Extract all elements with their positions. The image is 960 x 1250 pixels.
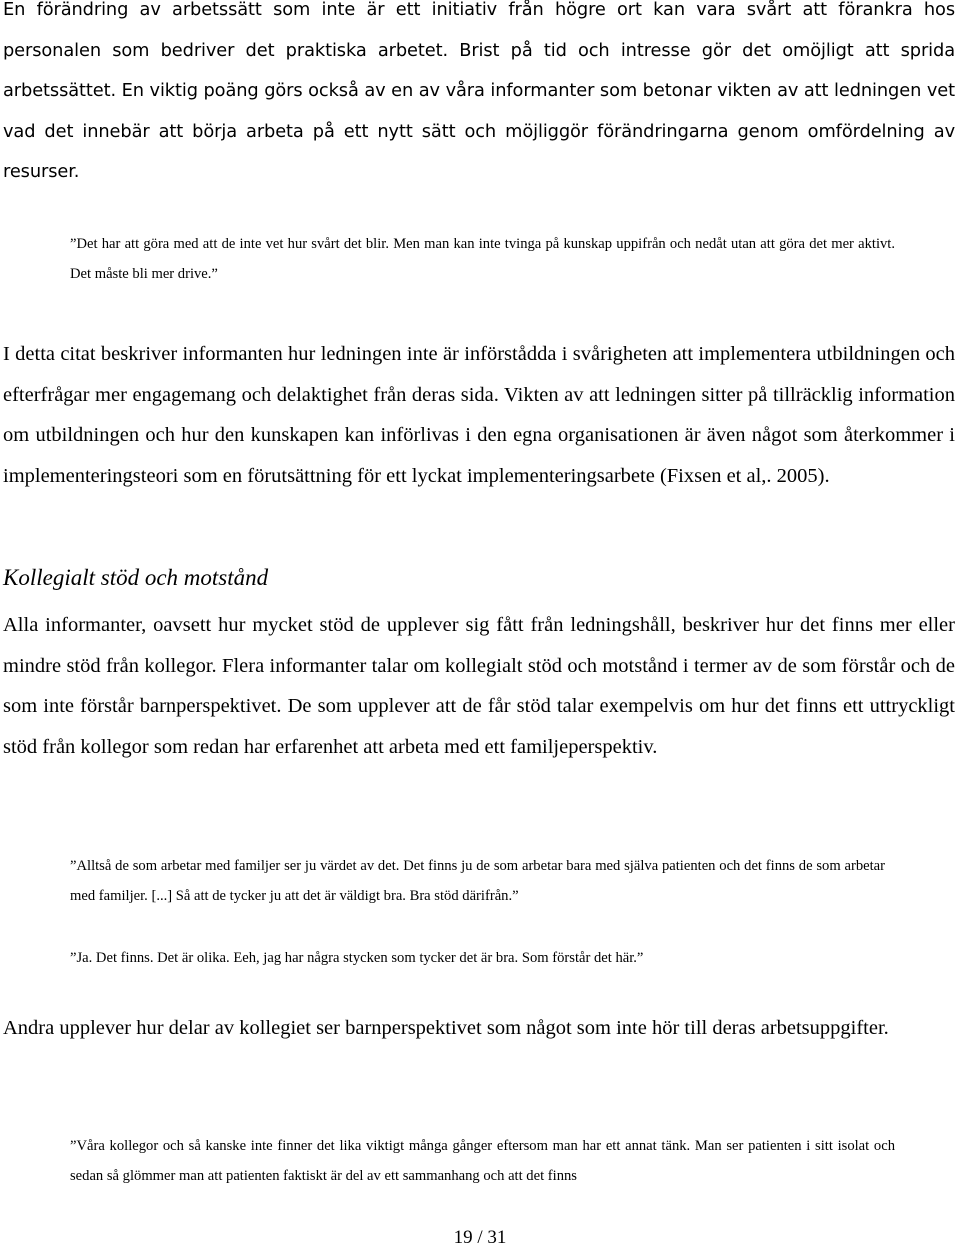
body-paragraph: I detta citat beskriver informanten hur ledningen inte är införstådda i svårigheten att implementera utbildningen och efterfrågar mer engagemang och delaktighet från deras sida. Vikten av att ledningen sitter på tillräcklig information om utbildningen och hur den kunskapen kan införlivas i den egna organisationen är även något som återkommer i implementeringsteori som en förutsättning för ett lyckat implementeringsarbete (Fixsen et al,. 2005). <box>3 343 955 487</box>
body-paragraph-part: En viktig poäng görs också av en av våra informanter som betonar vikten av att ledningen vet vad det innebär att börja arbeta på ett nytt sätt och möjliggör förändringarna genom omfördelning av resurser. <box>3 80 955 183</box>
interview-quote: ”Våra kollegor och så kanske inte finner det lika viktigt många gånger eftersom man har ett annat tänk. Man ser patienten i sitt isolat och sedan så glömmer man att patienten faktiskt är del av ett sammanhang och att det finns <box>70 1138 895 1184</box>
section-heading: Kollegialt stöd och motstånd <box>3 565 269 590</box>
body-paragraph: Alla informanter, oavsett hur mycket stöd de upplever sig fått från ledningshåll, beskriver hur det finns mer eller mindre stöd från kollegor. Flera informanter talar om kollegialt stöd och motstånd i termer av de som förstår och de som inte förstår barnperspektivet. De som upplever att de får stöd talar exempelvis om hur det finns ett uttryckligt stöd från kollegor som redan har erfarenhet att arbeta med ett familjeperspektiv. <box>3 614 955 758</box>
body-paragraph <box>3 0 955 193</box>
interview-quote: ”Ja. Det finns. Det är olika. Eeh, jag har några stycken som tycker det är bra. Som förstår det här.” <box>70 950 644 966</box>
body-paragraph: Andra upplever hur delar av kollegiet ser barnperspektivet som något som inte hör till deras arbetsuppgifter. <box>3 1017 889 1039</box>
page-number: 19 / 31 <box>453 1227 507 1248</box>
interview-quote: ”Alltså de som arbetar med familjer ser ju värdet av det. Det finns ju de som arbetar bara med själva patienten och det finns de som arbetar med familjer. [...] Så att de tycker ju att det är väldigt bra. Bra stöd därifrån.” <box>70 858 885 904</box>
interview-quote: ”Det har att göra med att de inte vet hur svårt det blir. Men man kan inte tvinga på kunskap uppifrån och nedåt utan att göra det mer aktivt. Det måste bli mer drive.” <box>70 236 895 282</box>
body-paragraph-part: En förändring av arbetssätt som inte är ett initiativ från högre ort kan vara svårt att förankra hos personalen som bedriver det praktiska arbetet. Brist på tid och intresse gör det omöjligt att sprida arbetssättet. <box>3 0 955 102</box>
